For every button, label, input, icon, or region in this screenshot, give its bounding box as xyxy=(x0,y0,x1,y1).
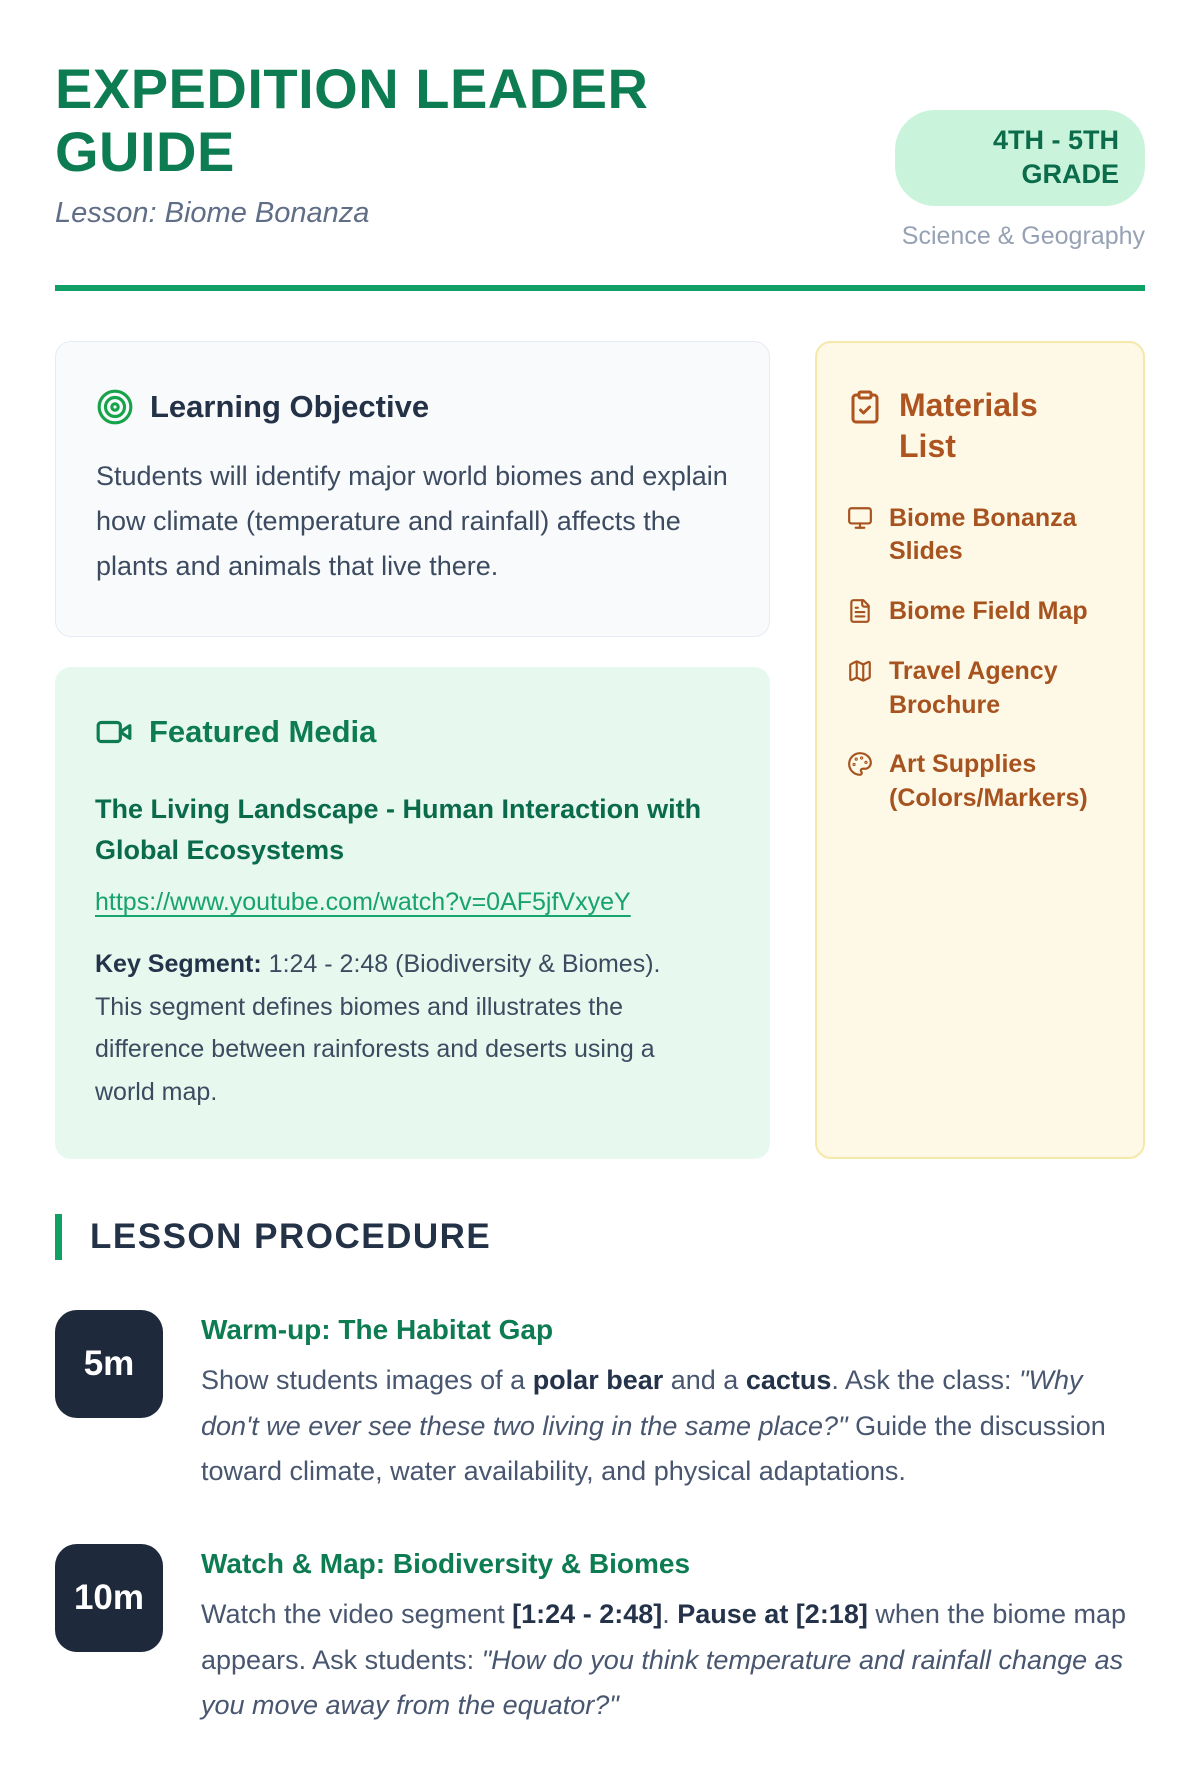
materials-list xyxy=(847,502,1113,816)
header-left xyxy=(55,58,795,230)
target-icon xyxy=(96,388,134,426)
section-heading-row xyxy=(55,1214,1145,1260)
materials-card xyxy=(815,341,1145,1160)
material-item xyxy=(847,502,1113,570)
lesson-procedure-section xyxy=(55,1214,1145,1728)
step-body: Show students images of a polar bear and a cactus. Ask the class: "Why don't we ever see these two living in the same place?" Guide the discussion toward climate, water availability, and physical adaptations. xyxy=(201,1365,1106,1486)
step-title: Warm-up: The Habitat Gap xyxy=(201,1314,554,1346)
step-duration-badge: 5m xyxy=(55,1310,163,1418)
step-content xyxy=(201,1544,1145,1728)
cards-grid xyxy=(55,341,1145,1160)
materials-heading: Materials List xyxy=(899,386,1038,465)
material-item xyxy=(847,595,1113,629)
header-right xyxy=(895,58,1145,251)
material-item-label: Travel Agency Brochure xyxy=(889,656,1058,719)
step-content xyxy=(201,1310,1145,1494)
material-item xyxy=(847,748,1113,816)
featured-media-heading: Featured Media xyxy=(149,713,377,749)
featured-media-heading-row xyxy=(95,713,730,751)
video-camera-icon xyxy=(95,713,133,751)
section-accent-bar xyxy=(55,1214,62,1260)
material-item-label: Biome Bonanza Slides xyxy=(889,503,1077,566)
step-duration-badge: 10m xyxy=(55,1544,163,1652)
procedure-step xyxy=(55,1544,1145,1728)
header xyxy=(55,58,1145,251)
learning-objective-body: Students will identify major world biomes and explain how climate (temperature and rainfall) affects the plants and animals that live there. xyxy=(96,460,728,582)
file-text-icon xyxy=(847,598,873,624)
palette-icon xyxy=(847,751,873,777)
lesson-procedure-heading: LESSON PROCEDURE xyxy=(90,1217,492,1257)
lesson-subtitle: Lesson: Biome Bonanza xyxy=(55,197,370,230)
clipboard-check-icon xyxy=(847,389,883,425)
learning-objective-heading: Learning Objective xyxy=(150,388,430,424)
material-item xyxy=(847,655,1113,723)
procedure-step xyxy=(55,1310,1145,1494)
cards-left-column xyxy=(55,341,770,1160)
map-icon xyxy=(847,658,873,684)
step-title: Watch & Map: Biodiversity & Biomes xyxy=(201,1548,691,1580)
material-item-label: Art Supplies (Colors/Markers) xyxy=(889,750,1088,813)
divider-rule xyxy=(55,285,1145,291)
subject-label: Science & Geography xyxy=(901,221,1145,250)
monitor-icon xyxy=(847,505,873,531)
learning-objective-card xyxy=(55,341,770,637)
media-url-link[interactable]: https://www.youtube.com/watch?v=0AF5jfVxyeY xyxy=(95,888,631,917)
learning-objective-heading-row xyxy=(96,388,729,426)
step-body: Watch the video segment [1:24 - 2:48]. Pause at [2:18] when the biome map appears. Ask students: "How do you think temperature and rainfall change as you move away from the equator?" xyxy=(201,1599,1126,1721)
material-item-label: Biome Field Map xyxy=(889,597,1088,626)
media-title: The Living Landscape - Human Interaction with Global Ecosystems xyxy=(95,793,702,866)
featured-media-card xyxy=(55,667,770,1160)
page-title: EXPEDITION LEADER GUIDE xyxy=(55,57,649,183)
grade-badge: 4TH - 5TH GRADE xyxy=(895,110,1145,206)
materials-heading-row xyxy=(847,385,1113,468)
key-segment-text: Key Segment: 1:24 - 2:48 (Biodiversity & Biomes). This segment defines biomes and illustrates the difference between rainforests and deserts using a world map. xyxy=(95,950,661,1106)
